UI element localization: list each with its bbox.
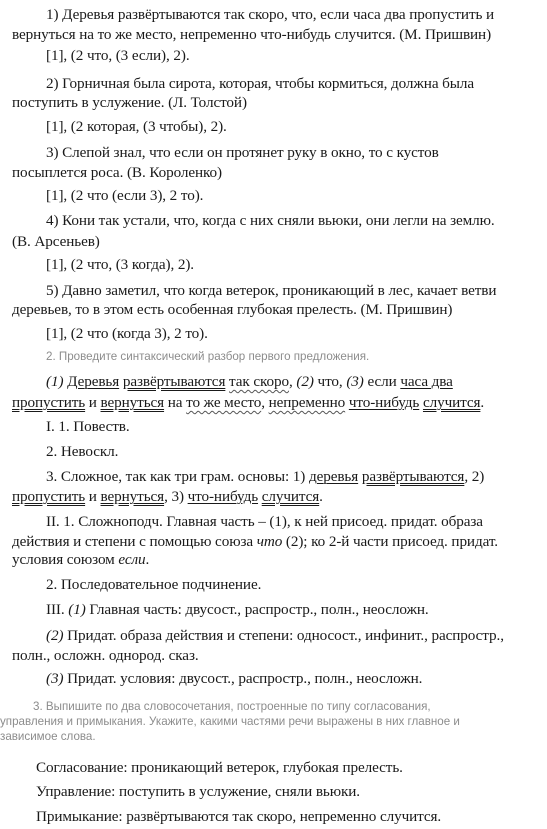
analysis-III-2a-text: Придат. образа действия и степени: односост., инфинит., распростр., <box>63 627 504 644</box>
analysis-3-predicate-2a: пропустить <box>12 488 86 505</box>
predicate-propustit: пропустить <box>12 394 86 411</box>
analysis-3-text: 3. Сложное, так как три грам. основы: 1) <box>46 468 309 485</box>
analysis-3-predicate-1: развёртываются <box>361 468 465 485</box>
clause-number-3: (3) <box>346 373 364 390</box>
example-4-line-2: (В. Арсеньев) <box>12 233 100 250</box>
analysis-III-n2: (2) <box>46 627 64 644</box>
subject-chasa-dva: часа два <box>400 373 453 390</box>
example-5-line-2: деревьев, то в этом есть особенная глубокая прелесть. (М. Пришвин) <box>12 301 453 318</box>
subject-chto-nibud: что-нибудь <box>348 394 420 411</box>
analysis-3-subject-3: что-нибудь <box>187 488 259 505</box>
example-4-line-1: 4) Кони так устали, что, когда с них сняли вьюки, они легли на землю. <box>46 212 495 229</box>
example-5-scheme: [1], (2 что (когда 3), 2 то). <box>46 325 208 342</box>
analysis-3-line-1 <box>46 468 484 486</box>
adverbial-tak-skoro: так скоро <box>229 373 290 390</box>
analysis-III-prefix: III. <box>46 601 69 618</box>
example-3-line-1: 3) Слепой знал, что если он протянет руку в окно, то с кустов <box>46 144 439 161</box>
example-4-scheme: [1], (2 что, (3 когда), 2). <box>46 256 195 273</box>
task-2-heading: 2. Проведите синтаксический разбор первого предложения. <box>46 350 370 363</box>
example-3-scheme: [1], (2 что (если 3), 2 то). <box>46 187 204 204</box>
comma-2: , <box>261 394 269 411</box>
analysis-II-l3-pre: условия союзом <box>12 551 119 568</box>
subject-derevya: Деревья <box>67 373 120 390</box>
example-1-scheme: [1], (2 что, (3 если), 2). <box>46 47 190 64</box>
parsed-sentence-line-1 <box>46 373 453 391</box>
task-3-line-2: управления и примыкания. Укажите, какими частями речи выражены в них главное и <box>0 715 460 728</box>
analysis-1-1: I. 1. Повеств. <box>46 418 130 435</box>
analysis-II-line-2 <box>12 533 498 551</box>
analysis-III-2-line-1 <box>46 627 504 645</box>
clause-number-1: (1) <box>46 373 64 390</box>
parsed-sentence-line-2 <box>12 394 484 412</box>
example-1-line-1: 1) Деревья развёртываются так скоро, что, если часа два пропустить и <box>46 6 495 23</box>
analysis-II-line-3 <box>12 551 149 569</box>
government-line: Управление: поступить в услужение, сняли вьюки. <box>36 783 360 800</box>
analysis-3-line-2 <box>12 488 323 506</box>
example-5-line-1: 5) Давно заметил, что когда ветерок, проникающий в лес, качает ветви <box>46 282 497 299</box>
analysis-3-mid: , 2) <box>464 468 485 485</box>
agreement-line: Согласование: проникающий ветерок, глубокая прелесть. <box>36 759 403 776</box>
analysis-II-l2-pre: действия и степени с помощью союза <box>12 533 257 550</box>
comma: , <box>289 373 297 390</box>
analysis-III-n1: (1) <box>68 601 86 618</box>
example-2-line-2: поступить в услужение. (Л. Толстой) <box>12 94 247 111</box>
clause-number-2: (2) <box>296 373 314 390</box>
analysis-3-predicate-3: случится <box>261 488 320 505</box>
example-2-line-1: 2) Горничная была сирота, которая, чтобы кормиться, должна была <box>46 75 475 92</box>
analysis-III-1-text: Главная часть: двусост., распростр., полн., неосложн. <box>85 601 429 618</box>
analysis-III-3 <box>46 670 422 688</box>
example-2-scheme: [1], (2 которая, (3 чтобы), 2). <box>46 118 227 135</box>
analysis-3-end: . <box>319 488 323 505</box>
analysis-II-2: 2. Последовательное подчинение. <box>46 576 262 593</box>
analysis-2: 2. Невоскл. <box>46 443 119 460</box>
analysis-III-n3: (3) <box>46 670 64 687</box>
analysis-II-l3-post: . <box>145 551 150 568</box>
example-1-line-2: вернуться на то же место, непременно что-нибудь случится. (М. Пришвин) <box>12 26 492 43</box>
conj-chto: что, <box>313 373 347 390</box>
task-3-line-3: зависимое слова. <box>0 730 96 743</box>
prep-na: на <box>164 394 187 411</box>
analysis-3-subject-1: деревья <box>308 468 359 485</box>
task-3-line-1: 3. Выпишите по два словосочетания, построенные по типу согласования, <box>33 700 431 713</box>
analysis-II-l2-post: (2); ко 2-й части присоед. придат. <box>282 533 498 550</box>
conj-i: и <box>85 394 101 411</box>
period: . <box>480 394 485 411</box>
analysis-III-3-text: Придат. условия: двусост., распростр., полн., неосложн. <box>63 670 423 687</box>
example-3-line-2: посыплется роса. (В. Короленко) <box>12 164 223 181</box>
analysis-3-conj: и <box>85 488 101 505</box>
analysis-II-conj-esli: если <box>118 551 146 568</box>
analysis-3-sep: , 3) <box>164 488 188 505</box>
predicate-razvertyvayutsya: развёртываются <box>122 373 226 390</box>
analysis-II-conj-chto: что <box>256 533 283 550</box>
adjunction-line: Примыкание: развёртываются так скоро, непременно случится. <box>36 808 442 825</box>
predicate-sluchitsya: случится <box>422 394 481 411</box>
analysis-III-1 <box>46 601 429 619</box>
conj-esli: если <box>367 373 397 390</box>
predicate-vernutsya: вернуться <box>100 394 165 411</box>
analysis-III-2-line-2: полн., осложн. однород. сказ. <box>12 647 199 664</box>
adverbial-to-zhe-mesto: то же место <box>186 394 262 411</box>
analysis-3-predicate-2b: вернуться <box>100 488 165 505</box>
adverbial-nepremenno: непременно <box>268 394 346 411</box>
analysis-II-line-1: II. 1. Сложноподч. Главная часть – (1), к ней присоед. придат. образа <box>46 513 483 530</box>
